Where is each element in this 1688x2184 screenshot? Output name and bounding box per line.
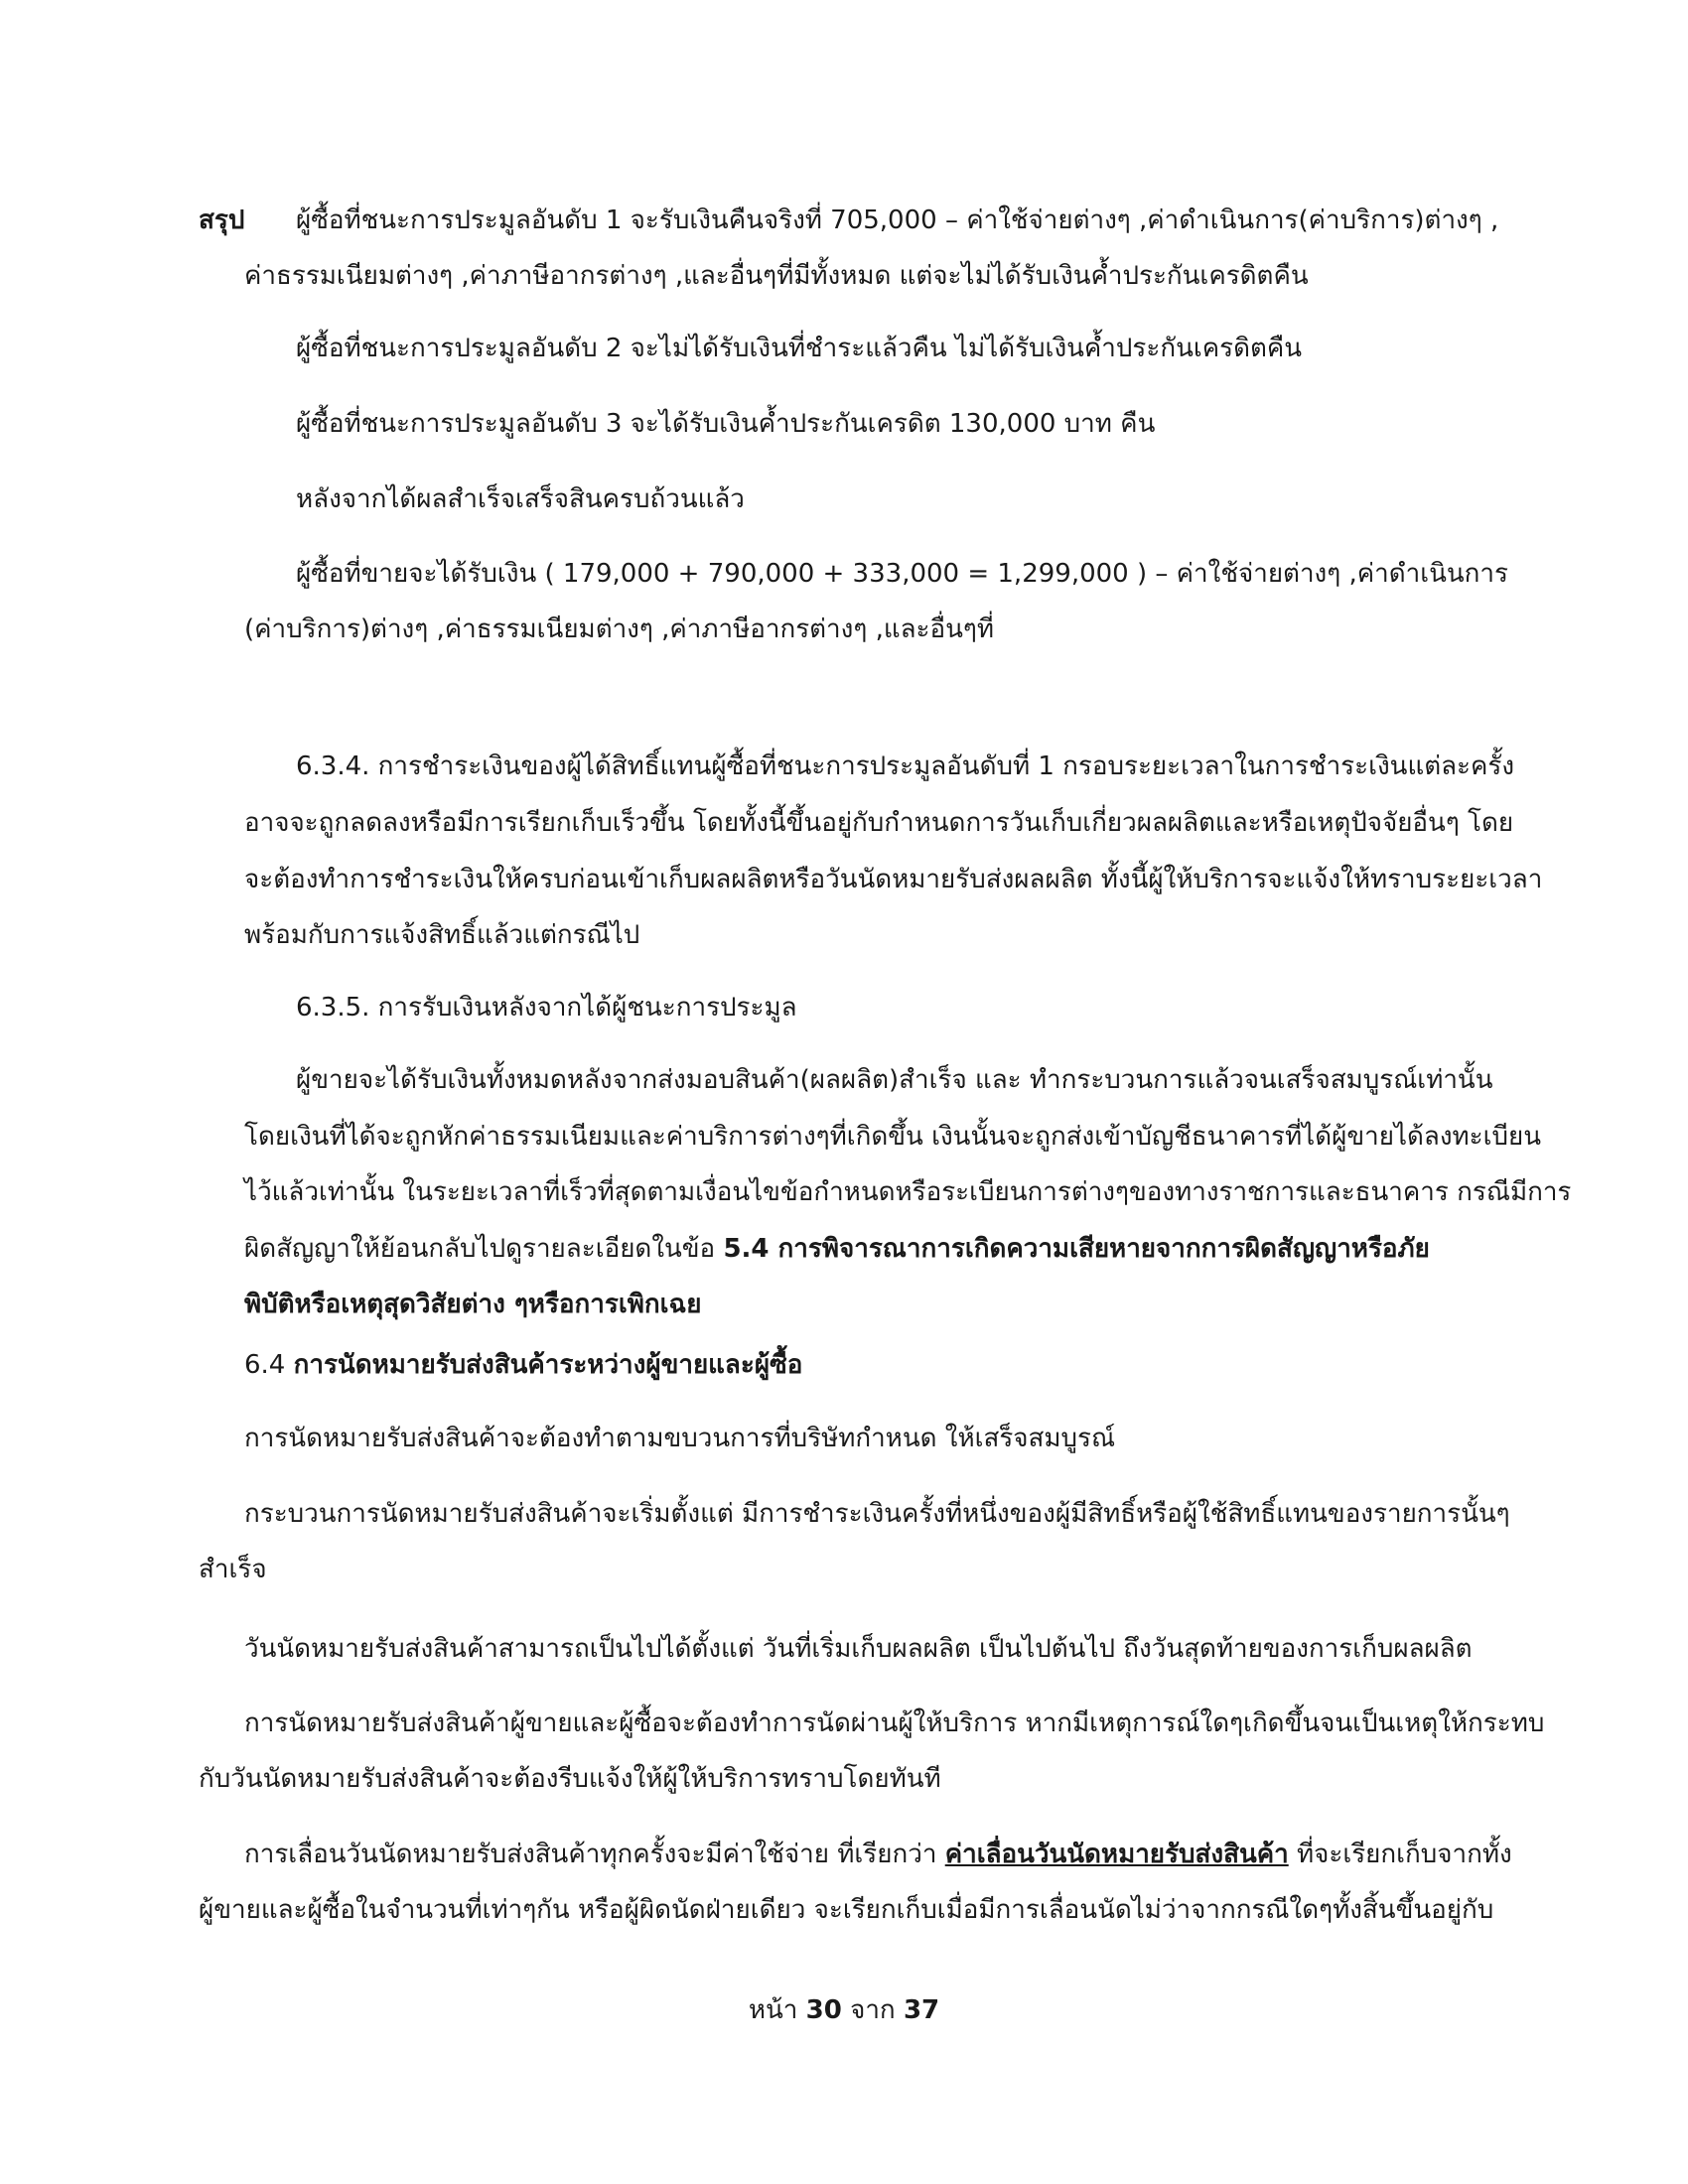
section-635-reference-5-4: 5.4 การพิจารณาการเกิดความเสียหายจากการผิดสัญญาหรือภัย [723,1234,1430,1264]
section-64-paragraph-3: วันนัดหมายรับส่งสินค้าสามารถเป็นไปได้ตั้งแต่ วันที่เริ่มเก็บผลผลิต เป็นไปต้นไป ถึงวันสุดท้ายของการเก็บผลผลิต [244,1634,1473,1664]
section-634-line-4: พร้อมกับการแจ้งสิทธิ์แล้วแต่กรณีไป [244,920,640,950]
section-635-line-3: ไว้แล้วเท่านั้น ในระยะเวลาที่เร็วที่สุดตามเงื่อนไขข้อกำหนดหรือระเบียนการต่างๆของทางราชการและธนาคาร กรณีมีการ [244,1177,1572,1207]
footer-total-pages: 37 [903,1995,940,2025]
section-64-paragraph-5-text-a: การเลื่อนวันนัดหมายรับส่งสินค้าทุกครั้งจะมีค่าใช้จ่าย ที่เรียกว่า [244,1840,945,1869]
summary-paragraph-1-line-1: ผู้ซื้อที่ชนะการประมูลอันดับ 1 จะรับเงินคืนจริงที่ 705,000 – ค่าใช้จ่ายต่างๆ ,ค่าดำเนินการ(ค่าบริการ)ต่างๆ , [296,205,1499,235]
summary-label: สรุป [199,205,245,235]
summary-paragraph-3: ผู้ซื้อที่ชนะการประมูลอันดับ 3 จะได้รับเงินค้ำประกันเครดิต 130,000 บาท คืน [296,409,1156,439]
summary-paragraph-4: หลังจากได้ผลสำเร็จเสร็จสินครบถ้วนแล้ว [296,484,745,514]
section-635-line-4 [244,1232,1430,1266]
section-64-paragraph-1: การนัดหมายรับส่งสินค้าจะต้องทำตามขบวนการที่บริษัทกำหนด ให้เสร็จสมบูรณ์ [244,1424,1116,1453]
section-64-number: 6.4 [244,1350,294,1380]
summary-paragraph-1-line-2: ค่าธรรมเนียมต่างๆ ,ค่าภาษีอากรต่างๆ ,และอื่นๆที่มีทั้งหมด แต่จะไม่ได้รับเงินค้ำประกันเครดิตคืน [244,261,1309,291]
section-64-paragraph-5-line-2: ผู้ขายและผู้ซื้อในจำนวนที่เท่าๆกัน หรือผู้ผิดนัดฝ่ายเดียว จะเรียกเก็บเมื่อมีการเลื่อนนัดไม่ว่าจากกรณีใดๆทั้งสิ้นขึ้นอยู่กับ [199,1895,1494,1925]
page-footer [0,1993,1688,2027]
section-64-paragraph-5-line-1 [244,1838,1512,1871]
section-64-paragraph-5-text-b: ที่จะเรียกเก็บจากทั้ง [1288,1840,1512,1869]
section-64-paragraph-4-line-1: การนัดหมายรับส่งสินค้าผู้ขายและผู้ซื้อจะต้องทำการนัดผ่านผู้ให้บริการ หากมีเหตุการณ์ใดๆเกิดขึ้นจนเป็นเหตุให้กระทบ [244,1708,1545,1738]
footer-page-number: 30 [805,1995,842,2025]
section-634-line-2: อาจจะถูกลดลงหรือมีการเรียกเก็บเร็วขึ้น โดยทั้งนี้ขึ้นอยู่กับกำหนดการวันเก็บเกี่ยวผลผลิตและหรือเหตุปัจจัยอื่นๆ โดย [244,808,1514,838]
section-634-line-1: 6.3.4. การชำระเงินของผู้ได้สิทธิ์แทนผู้ซื้อที่ชนะการประมูลอันดับที่ 1 กรอบระยะเวลาในการชำระเงินแต่ละครั้ง [296,751,1515,781]
summary-paragraph-5-line-2: (ค่าบริการ)ต่างๆ ,ค่าธรรมเนียมต่างๆ ,ค่าภาษีอากรต่างๆ ,และอื่นๆที่ [244,614,994,644]
footer-page-word: หน้า [748,1995,806,2025]
section-635-reference-continued: พิบัติหรือเหตุสุดวิสัยต่าง ๆหรือการเพิกเฉย [244,1290,702,1319]
footer-of-word: จาก [841,1995,904,2025]
section-64-paragraph-4-line-2: กับวันนัดหมายรับส่งสินค้าจะต้องรีบแจ้งให้ผู้ให้บริการทราบโดยทันที [199,1764,941,1794]
summary-paragraph-5-line-1: ผู้ซื้อที่ขายจะได้รับเงิน ( 179,000 + 790,000 + 333,000 = 1,299,000 ) – ค่าใช้จ่ายต่างๆ ,ค่าดำเนินการ [296,559,1508,589]
section-634-line-3: จะต้องทำการชำระเงินให้ครบก่อนเข้าเก็บผลผลิตหรือวันนัดหมายรับส่งผลผลิต ทั้งนี้ผู้ให้บริการจะแจ้งให้ทราบระยะเวลา [244,865,1543,894]
summary-paragraph-2: ผู้ซื้อที่ชนะการประมูลอันดับ 2 จะไม่ได้รับเงินที่ชำระแล้วคืน ไม่ได้รับเงินค้ำประกันเครดิตคืน [296,334,1303,363]
section-64-heading [244,1348,802,1382]
section-64-title: การนัดหมายรับส่งสินค้าระหว่างผู้ขายและผู้ซื้อ [293,1350,803,1380]
section-635-line-2: โดยเงินที่ได้จะถูกหักค่าธรรมเนียมและค่าบริการต่างๆที่เกิดขึ้น เงินนั้นจะถูกส่งเข้าบัญชีธนาคารที่ได้ผู้ขายได้ลงทะเบียน [244,1122,1542,1152]
section-64-paragraph-2-line-1: กระบวนการนัดหมายรับส่งสินค้าจะเริ่มตั้งแต่ มีการชำระเงินครั้งที่หนึ่งของผู้มีสิทธิ์หรือผู้ใช้สิทธิ์แทนของรายการนั้นๆ [244,1499,1510,1529]
reschedule-fee-term: ค่าเลื่อนวันนัดหมายรับส่งสินค้า [944,1840,1289,1869]
section-64-paragraph-2-line-2: สำเร็จ [199,1555,267,1584]
section-635-line-1: ผู้ขายจะได้รับเงินทั้งหมดหลังจากส่งมอบสินค้า(ผลผลิต)สำเร็จ และ ทำกระบวนการแล้วจนเสร็จสมบูรณ์เท่านั้น [296,1065,1493,1095]
section-635-heading: 6.3.5. การรับเงินหลังจากได้ผู้ชนะการประมูล [296,993,797,1023]
section-635-line-4-text: ผิดสัญญาให้ย้อนกลับไปดูรายละเอียดในข้อ [244,1234,724,1264]
